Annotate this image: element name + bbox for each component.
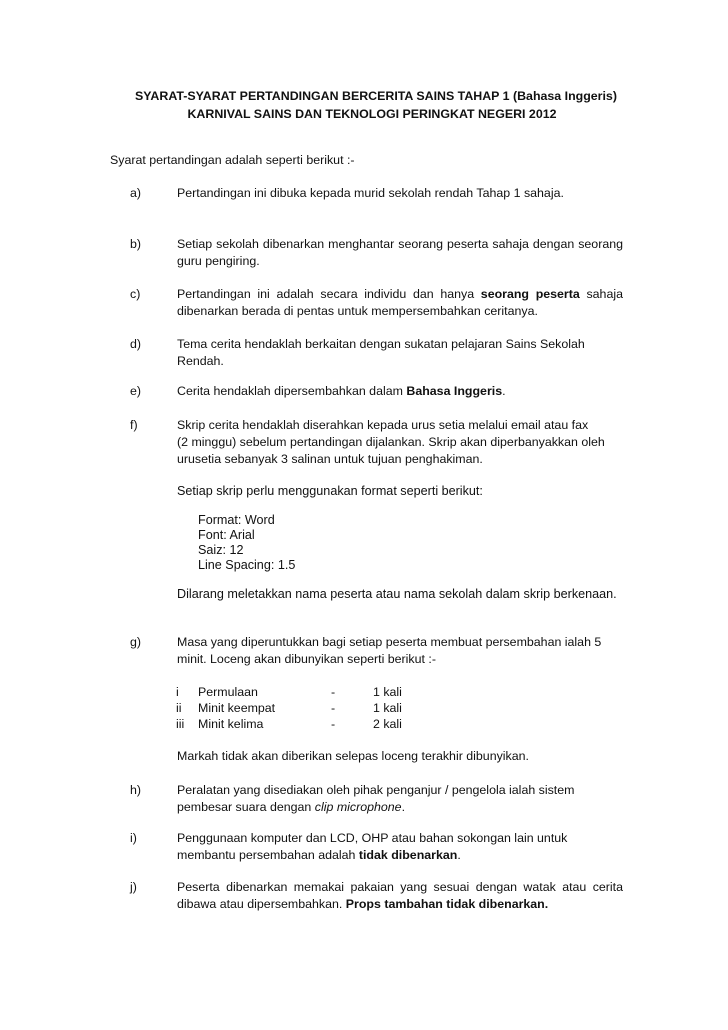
document-title-line-1: SYARAT-SYARAT PERTANDINGAN BERCERITA SAINS TAHAP 1 (Bahasa Inggeris) [135,89,617,103]
text-span: Cerita hendaklah dipersembahkan dalam [177,384,407,398]
bold-text: Props tambahan tidak dibenarkan. [345,897,549,911]
bell-count: 1 kali [373,685,402,699]
format-line-size: Saiz: 12 [198,543,244,557]
format-line-font: Font: Arial [198,528,255,542]
rule-label: h) [130,783,142,797]
rule-text [177,879,623,913]
bell-number: i [176,685,179,699]
rule-text-line: Skrip cerita hendaklah diserahkan kepada urus setia melalui email atau fax [177,418,589,432]
rule-text-line: minit. Loceng akan dibunyikan seperti berikut :- [177,652,436,666]
rule-label: i) [130,831,137,845]
rule-text-line [177,896,623,913]
text-span: sahaja [586,287,623,301]
rule-text-line: Penggunaan komputer dan LCD, OHP atau bahan sokongan lain untuk [177,831,568,845]
text-span: . [401,800,406,814]
rule-text-line [177,799,623,816]
bell-count: 1 kali [373,701,402,715]
rule-text-line: Rendah. [177,354,224,368]
bell-row [176,684,436,701]
bold-text: tidak dibenarkan [358,848,458,862]
script-warning: Dilarang meletakkan nama peserta atau nama sekolah dalam skrip berkenaan. [177,587,617,601]
bold-text: Bahasa Inggeris [406,384,503,398]
rule-text-line: Masa yang diperuntukkan bagi setiap peserta membuat persembahan ialah 5 [177,635,602,649]
rule-text-line: Tema cerita hendaklah berkaitan dengan sukatan pelajaran Sains Sekolah [177,337,585,351]
rule-text-line: Peserta dibenarkan memakai pakaian yang sesuai dengan watak atau cerita [177,880,623,894]
rule-label: j) [130,880,137,894]
rule-text-line: guru pengiring. [177,254,260,268]
rule-text [177,782,623,816]
bell-count: 2 kali [373,717,402,731]
format-intro: Setiap skrip perlu menggunakan format seperti berikut: [177,484,483,498]
bell-note: Markah tidak akan diberikan selepas loceng terakhir dibunyikan. [177,749,529,763]
text-span: dibawa atau dipersembahkan. [177,897,346,911]
rule-label: a) [130,186,142,200]
rule-text [177,830,623,864]
bell-name: Minit kelima [198,717,264,731]
rule-label: c) [130,287,141,301]
bell-name: Permulaan [198,685,258,699]
italic-text: clip microphone [314,800,402,814]
bold-text: seorang peserta [480,287,580,301]
rule-text [177,286,623,320]
bell-dash: - [331,701,336,715]
rule-label: g) [130,635,142,649]
intro-text: Syarat pertandingan adalah seperti berikut :- [110,153,355,167]
format-line-spacing: Line Spacing: 1.5 [198,558,296,572]
rule-label: f) [130,418,138,432]
rule-text-line [177,286,623,303]
text-span: . [457,848,461,862]
rule-text-line: Setiap sekolah dibenarkan menghantar seorang peserta sahaja dengan seorang [177,237,623,251]
document-title-line-2: KARNIVAL SAINS DAN TEKNOLOGI PERINGKAT NEGERI 2012 [187,107,557,121]
text-span: . [502,384,506,398]
rule-label: e) [130,384,142,398]
rule-label: b) [130,237,142,251]
rule-text [177,336,623,370]
rule-text [177,383,623,400]
bell-row [176,700,436,717]
bell-dash: - [331,717,336,731]
rule-text: Pertandingan ini dibuka kepada murid sekolah rendah Tahap 1 sahaja. [177,186,564,200]
bell-row [176,716,436,733]
format-line-word: Format: Word [198,513,275,527]
text-span: Pertandingan ini adalah secara individu dan hanya [177,287,481,301]
bell-number: iii [176,717,185,731]
text-span: pembesar suara dengan [177,800,315,814]
rule-text-line [177,847,623,864]
bell-number: ii [176,701,182,715]
rule-text [177,236,623,270]
rule-text [177,634,623,668]
rule-text-line: urusetia sebanyak 3 salinan untuk tujuan penghakiman. [177,452,483,466]
rule-label: d) [130,337,142,351]
rule-text [177,417,623,468]
text-span: membantu persembahan adalah [177,848,359,862]
bell-name: Minit keempat [198,701,276,715]
rule-text-line: dibenarkan berada di pentas untuk mempersembahkan ceritanya. [177,304,538,318]
rule-text-line: (2 minggu) sebelum pertandingan dijalankan. Skrip akan diperbanyakkan oleh [177,435,605,449]
bell-dash: - [331,685,336,699]
rule-text-line: Peralatan yang disediakan oleh pihak penganjur / pengelola ialah sistem [177,783,575,797]
